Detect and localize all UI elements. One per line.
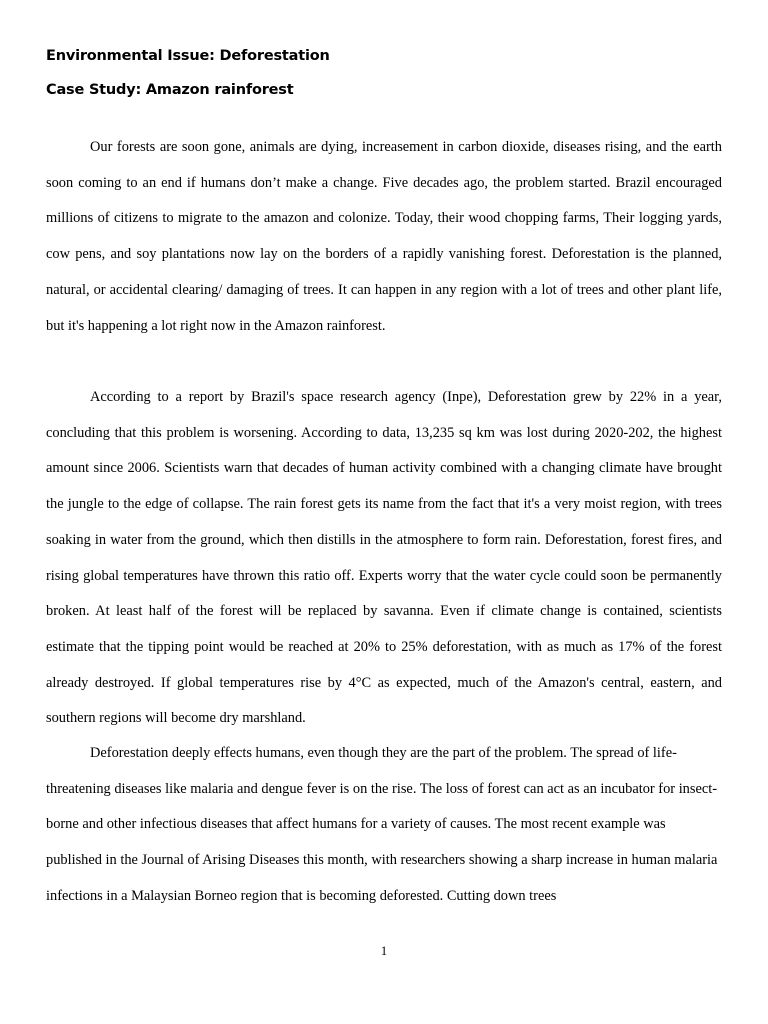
heading-case-study: Case Study: Amazon rainforest [46, 82, 294, 98]
page-number: 1 [380, 944, 388, 958]
paragraph-introduction: Our forests are soon gone, animals are dying, increasement in carbon dioxide, diseases rising, and the earth soon coming to an end if humans don’t make a change. Five decades ago, the problem started. Brazil encouraged millions of citizens to migrate to the amazon and colonize. Today, their wood chopping farms, Their logging yards, cow pens, and soy plantations now lay on the borders of a rapidly vanishing forest. Deforestation is the planned, natural, or accidental clearing/ damaging of trees. It can happen in any region with a lot of trees and other plant life, but it's happening a lot right now in the Amazon rainforest. [46, 139, 722, 334]
paragraph-human-effects: Deforestation deeply effects humans, even though they are the part of the problem. The spread of life-threatening diseases like malaria and dengue fever is on the rise. The loss of forest can act as an incubator for insect-borne and other infectious diseases that affect humans for a variety of causes. The most recent example was published in the Journal of Arising Diseases this month, with researchers showing a sharp increase in human malaria infections in a Malaysian Borneo region that is becoming deforested. Cutting down trees [46, 745, 718, 904]
heading-environmental-issue: Environmental Issue: Deforestation [46, 48, 330, 64]
paragraph-inpe-report: According to a report by Brazil's space research agency (Inpe), Deforestation grew by 22% in a year, concluding that this problem is worsening. According to data, 13,235 sq km was lost during 2020-202, the highest amount since 2006. Scientists warn that decades of human activity combined with a changing climate have brought the jungle to the edge of collapse. The rain forest gets its name from the fact that it's a very moist region, with trees soaking in water from the ground, which then distills in the atmosphere to form rain. Deforestation, forest fires, and rising global temperatures have thrown this ratio off. Experts worry that the water cycle could soon be permanently broken. At least half of the forest will be replaced by savanna. Even if climate change is contained, scientists estimate that the tipping point would be reached at 20% to 25% deforestation, with as much as 17% of the forest already destroyed. If global temperatures rise by 4°C as expected, much of the Amazon's central, eastern, and southern regions will become dry marshland. [46, 389, 722, 727]
